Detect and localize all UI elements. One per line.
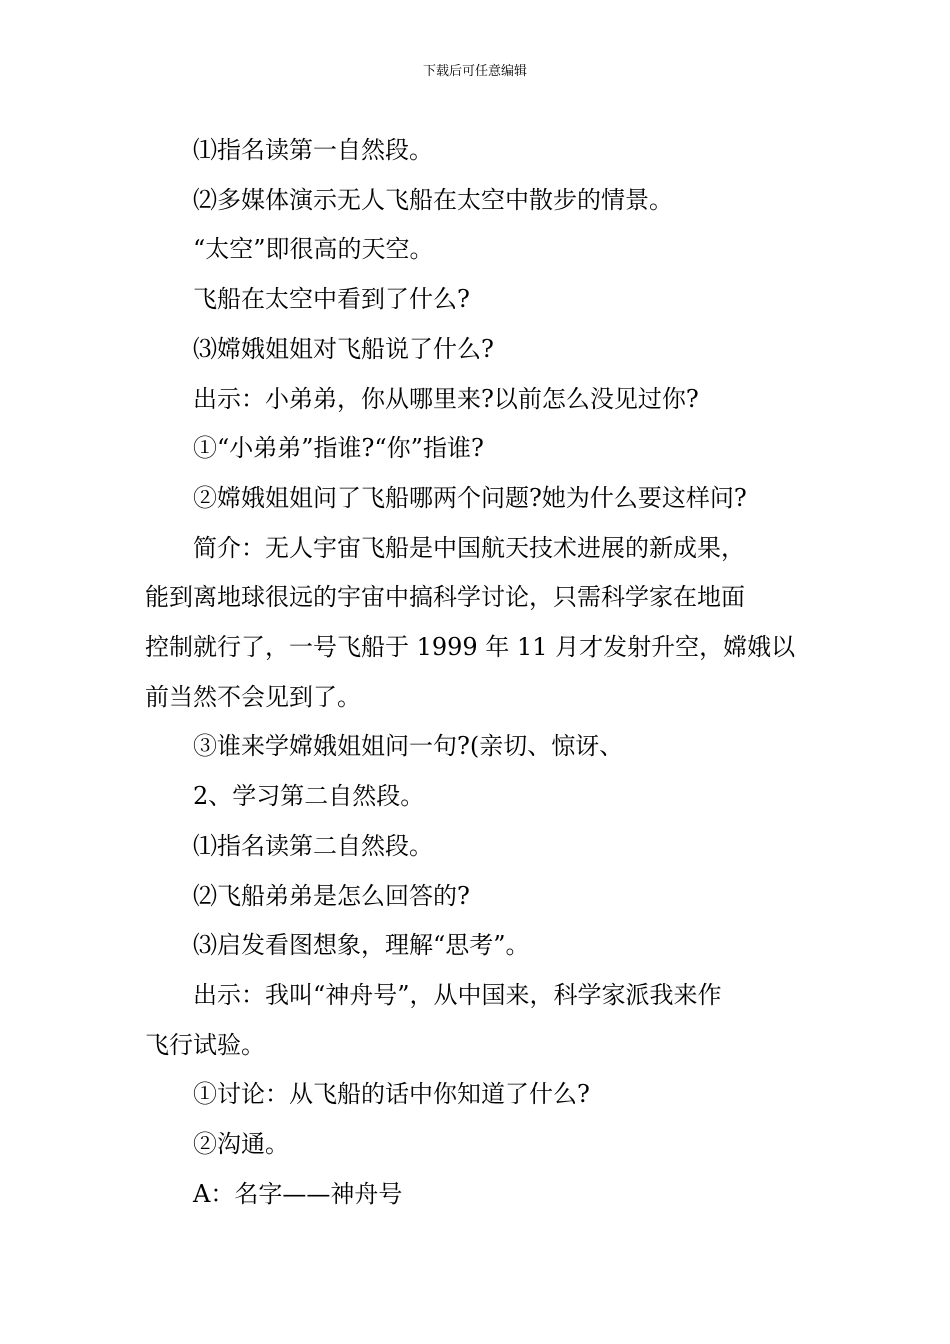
paragraph-line: A：名字——神舟号 (193, 1179, 403, 1208)
paragraph-line: ①讨论：从飞船的话中你知道了什么? (193, 1080, 590, 1109)
paragraph-line: ⑴指名读第一自然段。 (193, 136, 433, 164)
paragraph-line: ②沟通。 (193, 1130, 289, 1159)
paragraph-line: 飞行试验。 (145, 1030, 265, 1059)
paragraph-line: 出示：我叫“神舟号”，从中国来，科学家派我来作 (193, 980, 722, 1009)
paragraph-line: ②嫦娥姐姐问了飞船哪两个问题?她为什么要这样问? (193, 483, 747, 512)
paragraph-line: ⑴指名读第二自然段。 (193, 831, 433, 860)
paragraph-line: ⑵多媒体演示无人飞船在太空中散步的情景。 (193, 185, 673, 214)
paragraph-line: 出示：小弟弟，你从哪里来?以前怎么没见过你? (193, 384, 699, 413)
paragraph-line: 2、学习第二自然段。 (193, 782, 425, 811)
paragraph-line: 前当然不会见到了。 (145, 682, 361, 711)
paragraph-line: 能到离地球很远的宇宙中搞科学讨论，只需科学家在地面 (145, 583, 745, 612)
paragraph-line: ③谁来学嫦娥姐姐问一句?(亲切、惊讶、 (193, 732, 624, 761)
document-body (145, 126, 810, 1219)
paragraph-line: ⑶嫦娥姐姐对飞船说了什么? (193, 334, 494, 363)
paragraph-line: “太空”即很高的天空。 (193, 235, 434, 264)
paragraph-line: ⑶启发看图想象，理解“思考”。 (193, 931, 530, 960)
page-header: 下载后可任意编辑 (422, 64, 527, 79)
paragraph-line: 飞船在太空中看到了什么? (193, 285, 470, 314)
paragraph-line: 简介：无人宇宙飞船是中国航天技术进展的新成果， (193, 533, 745, 562)
paragraph-line: ⑵飞船弟弟是怎么回答的? (193, 881, 470, 910)
paragraph-line: 控制就行了，一号飞船于 1999 年 11 月才发射升空，嫦娥以 (145, 633, 796, 662)
paragraph-line: ①“小弟弟”指谁?“你”指谁? (193, 434, 484, 463)
